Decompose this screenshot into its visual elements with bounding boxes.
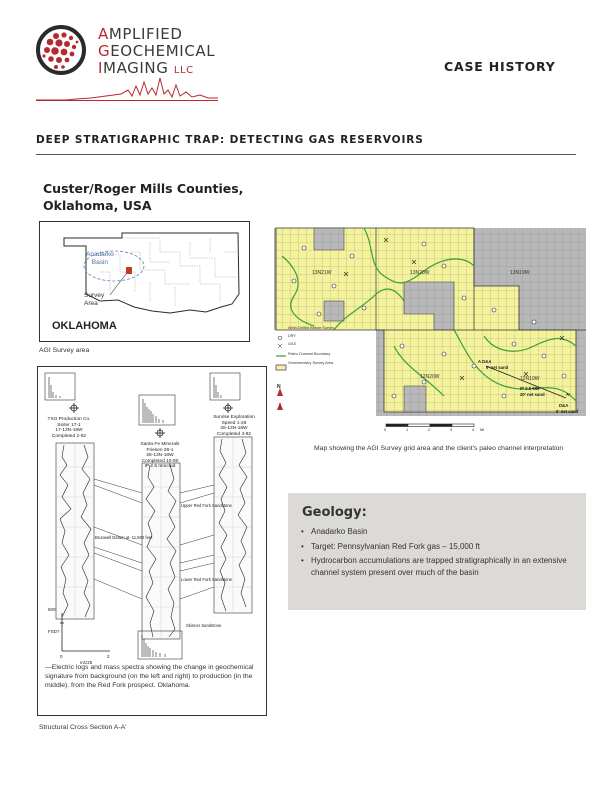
survey-area-label: Survey Area: [84, 292, 105, 307]
legend-survey: Geochemistry Survey Area: [288, 361, 334, 365]
case-history-label: CASE HISTORY: [444, 59, 556, 74]
map-annotation: 20' net sand: [520, 392, 545, 397]
legend-dry: DRY: [288, 334, 296, 338]
axis-y-top: 500: [48, 607, 56, 612]
marker-upper-red-fork: Upper Red Fork Sandstone: [181, 503, 232, 508]
geology-item: • Anadarko Basin: [301, 526, 571, 538]
map-annotation: A': [566, 392, 571, 397]
axis-x-start: 0: [60, 654, 63, 659]
map-annotation: IP 2.5 MM: [520, 386, 540, 391]
state-label: OKLAHOMA: [52, 320, 117, 332]
township-label: 13N20W: [410, 270, 430, 276]
scale-tick: 2: [428, 428, 431, 432]
oklahoma-map: [39, 221, 250, 342]
township-label: 13N19W: [510, 270, 530, 276]
map-annotation: 9' net sand: [486, 365, 509, 370]
logo-mark-icon: [34, 22, 96, 82]
basin-label: Anadarko Basin: [86, 251, 114, 266]
cross-section-figure: [37, 366, 267, 716]
cross-section-note: —Electric logs and mass spectra showing the change in geochemical signature from background (on the left and right) to production (in the middle). from the Red Fork prospect. Oklahoma.: [45, 664, 254, 689]
logo-spectrum-icon: [36, 76, 218, 102]
survey-grid-map: [274, 226, 586, 434]
scale-tick: 4: [472, 428, 475, 432]
axis-x-end: 2: [107, 654, 110, 659]
township-label: 13N21W: [312, 270, 332, 276]
scale-tick: 3: [450, 428, 453, 432]
geology-list: [301, 526, 571, 581]
axis-x-label: m/z25: [80, 660, 93, 665]
location-title: Custer/Roger Mills Counties, Oklahoma, USA: [43, 181, 244, 213]
well-right-label: Sunrise Exploration Speed 1-26 26-13N-18W Completed 4-82: [213, 415, 255, 437]
north-arrow-label: N: [277, 384, 281, 390]
axis-y-label: FSD?: [48, 629, 60, 634]
scale-tick: 1: [406, 428, 409, 432]
well-left-label: TXO Production Co. Sinter 17-1 17-13N-19W Completed 2-82: [47, 417, 91, 439]
ok-map-caption: AGI Survey area: [39, 347, 90, 354]
logo-line-3: IMAGING LLC: [98, 59, 194, 77]
map-annotation: 6' net sand: [556, 409, 579, 414]
page-headline: DEEP STRATIGRAPHIC TRAP: DETECTING GAS RESERVOIRS: [36, 134, 424, 146]
marker-brunwell-datum: Brunwell Datum at -11,800 feet: [95, 535, 153, 540]
township-label: 12N19W: [520, 376, 540, 382]
township-label: 12N20W: [420, 374, 440, 380]
cross-section-caption: Structural Cross Section A-A': [39, 724, 127, 731]
grid-map-caption: Map showing the AGI Survey grid area and the client's paleo channel interpretation: [314, 445, 564, 452]
legend-gas: GAS: [288, 342, 297, 346]
map-annotation: D&A: [559, 403, 569, 408]
map-annotation: A D&A: [478, 359, 492, 364]
geology-item: • Hydrocarbon accumulations are trapped stratigraphically in an extensive channel system present over much of the basin: [301, 555, 571, 578]
logo-line-2: GEOCHEMICAL: [98, 42, 216, 60]
geology-item: • Target: Pennsylvanian Red Fork gas – 15,000 ft: [301, 541, 571, 553]
scale-tick: 0: [384, 428, 387, 432]
marker-lower-red-fork: Lower Red Fork Sandstone: [181, 577, 232, 582]
legend-paleo: Paleo Channel Boundary: [288, 352, 331, 356]
company-logo: [34, 20, 224, 104]
logo-line-1: AMPLIFIED: [98, 25, 183, 43]
well-middle-label: Santa Fe Minerals Friesen 28-1 28-13N-18W Completed 10-80 IP 2.5 mmcfpd: [140, 442, 180, 470]
legend-title: Wells Drilled Before Survey: [288, 326, 335, 330]
headline-rule: [36, 154, 576, 155]
scale-unit: MI: [480, 428, 485, 432]
geology-title: Geology:: [302, 505, 367, 520]
geology-panel: [288, 493, 586, 610]
marker-skinner: Skinner Sandstone: [186, 623, 222, 628]
